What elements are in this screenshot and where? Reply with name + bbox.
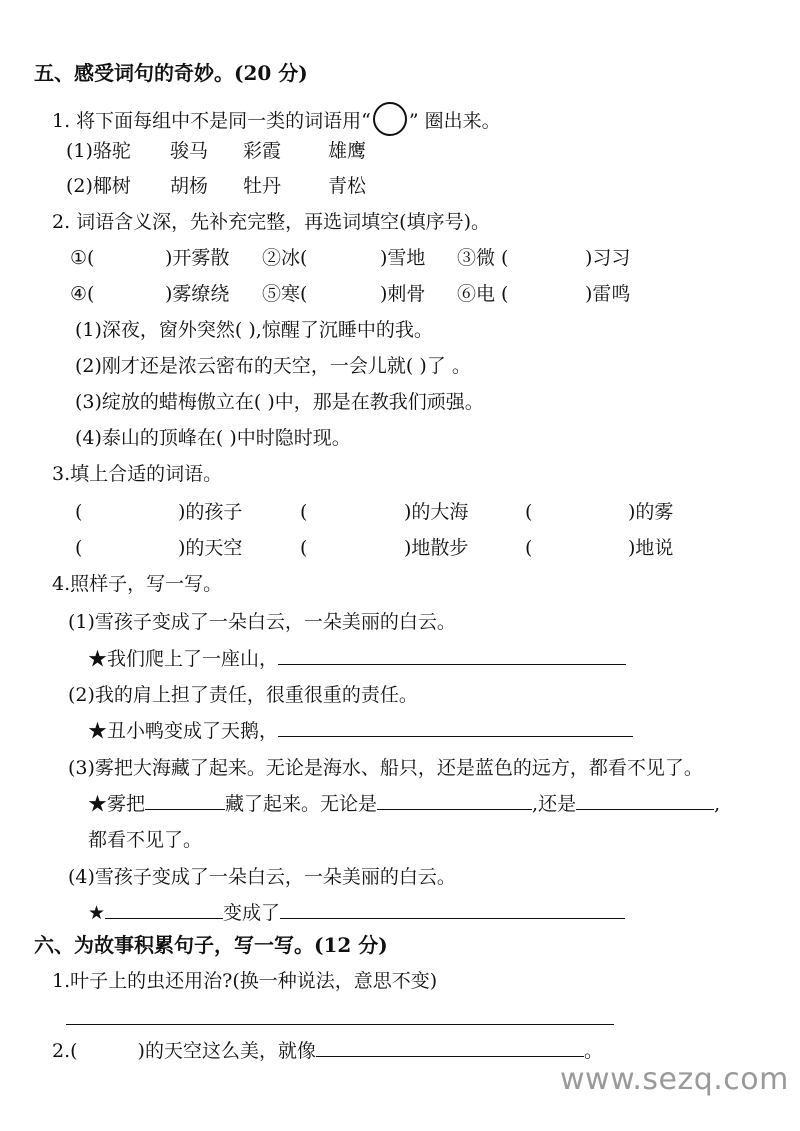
- q4-example-4: (4)雪孩子变成了一朵白云，一朵美丽的白云。: [68, 866, 456, 888]
- q4-answer-3: [88, 791, 720, 817]
- q1-suffix: ” 圈出来。: [408, 110, 501, 132]
- q3-r1-c3a: (: [525, 501, 533, 523]
- q2-r1-c1a: ①(: [70, 247, 95, 269]
- q4-example-1: (1)雪孩子变成了一朵白云，一朵美丽的白云。: [68, 611, 456, 633]
- q3-r2-c2b: )地散步: [404, 537, 469, 559]
- s6-q1: 1.叶子上的虫还用治?(换一种说法，意思不变): [52, 970, 438, 992]
- s6-q2-text-2: )的天空这么美，就像: [137, 1040, 316, 1062]
- q1-prefix: 1. 将下面每组中不是同一类的词语用“: [52, 110, 371, 132]
- q2-r2-c3a: ⑥电 (: [457, 283, 509, 305]
- q2-r2-c2b: )刺骨: [380, 283, 426, 305]
- section-6-title: 六、为故事积累句子，写一写。(12 分): [34, 933, 388, 957]
- q4-answer-3-cont: 都看不见了。: [88, 829, 203, 851]
- q3-instruction: 3.填上合适的词语。: [52, 463, 223, 485]
- q1-instruction: [52, 102, 501, 136]
- q2-r2-c3b: )雷鸣: [585, 283, 631, 305]
- answer-blank[interactable]: [280, 900, 625, 919]
- answer-blank[interactable]: [145, 791, 225, 810]
- answer-blank[interactable]: [278, 718, 633, 737]
- q3-r1-c2b: )的大海: [404, 501, 469, 523]
- q2-sentence-2: (2)刚才还是浓云密布的天空，一会儿就( )了 。: [75, 355, 471, 377]
- q3-r1-c3b: )的雾: [628, 501, 674, 523]
- q2-sentence-3: (3)绽放的蜡梅傲立在( )中，那是在教我们顽强。: [75, 391, 484, 413]
- s6-q2-text-3: 。: [583, 1040, 603, 1062]
- q2-instruction: 2. 词语含义深，先补充完整，再选词填空(填序号)。: [52, 211, 490, 233]
- q4-a3-text-3: ,还是: [532, 793, 577, 815]
- q4-a2-text: ★丑小鸭变成了天鹅，: [88, 720, 279, 742]
- q1-r2-c4: 青松: [328, 175, 367, 197]
- s6-q2: [52, 1038, 603, 1064]
- section-5-title: 五、感受词句的奇妙。(20 分): [34, 61, 308, 85]
- answer-blank[interactable]: [316, 1038, 584, 1057]
- q3-r2-c1b: )的天空: [178, 537, 243, 559]
- q4-a3-text-2: 藏了起来。无论是: [225, 793, 378, 815]
- q2-r2-c2a: ⑤寒(: [262, 283, 308, 305]
- answer-blank[interactable]: [278, 646, 626, 665]
- q4-instruction: 4.照样子，写一写。: [52, 573, 223, 595]
- q2-r1-c3a: ③微 (: [457, 247, 509, 269]
- q2-r1-c2a: ②冰(: [262, 247, 308, 269]
- q1-r1-c4: 雄鹰: [328, 140, 367, 162]
- q4-example-2: (2)我的肩上担了责任，很重很重的责任。: [68, 684, 418, 706]
- q4-example-3: (3)雾把大海藏了起来。无论是海水、船只，还是蓝色的远方，都看不见了。: [68, 757, 703, 779]
- s6-q2-text-1: 2.(: [52, 1040, 78, 1062]
- q4-a1-text: ★我们爬上了一座山，: [88, 648, 279, 670]
- q3-r2-c3b: )地说: [628, 537, 674, 559]
- q1-r1-c1: (1)骆驼: [66, 140, 131, 162]
- q2-r1-c1b: )开雾散: [165, 247, 230, 269]
- q2-r1-c2b: )雪地: [380, 247, 426, 269]
- q4-answer-2: [88, 718, 633, 744]
- q4-a3-text-4: ,: [714, 793, 721, 815]
- q1-r1-c2: 骏马: [170, 140, 209, 162]
- q1-r2-c1: (2)椰树: [66, 175, 131, 197]
- q4-answer-4: [88, 900, 625, 926]
- q1-r2-c3: 牡丹: [243, 175, 282, 197]
- q2-sentence-4: (4)泰山的顶峰在( )中时隐时现。: [75, 427, 351, 449]
- q3-r1-c2a: (: [300, 501, 308, 523]
- q1-r2-c2: 胡杨: [170, 175, 209, 197]
- answer-blank[interactable]: [66, 1006, 614, 1025]
- q3-r2-c1a: (: [75, 537, 83, 559]
- q4-answer-1: [88, 646, 626, 672]
- answer-blank[interactable]: [105, 900, 223, 919]
- q2-r1-c3b: )习习: [585, 247, 631, 269]
- q2-r2-c1b: )雾缭绕: [165, 283, 230, 305]
- q3-r1-c1a: (: [75, 501, 83, 523]
- q2-sentence-1: (1)深夜，窗外突然( ),惊醒了沉睡中的我。: [75, 319, 433, 341]
- q4-a4-text-1: ★: [88, 902, 106, 924]
- circle-icon: [373, 102, 407, 136]
- answer-blank[interactable]: [576, 791, 714, 810]
- q2-r2-c1a: ④(: [70, 283, 95, 305]
- watermark: www.sezq.com: [560, 1062, 789, 1097]
- q4-a3-text-1: ★雾把: [88, 793, 146, 815]
- q3-r2-c3a: (: [525, 537, 533, 559]
- q1-r1-c3: 彩霞: [243, 140, 282, 162]
- answer-blank[interactable]: [377, 791, 532, 810]
- q3-r2-c2a: (: [300, 537, 308, 559]
- q4-a4-text-2: 变成了: [223, 902, 281, 924]
- q3-r1-c1b: )的孩子: [178, 501, 243, 523]
